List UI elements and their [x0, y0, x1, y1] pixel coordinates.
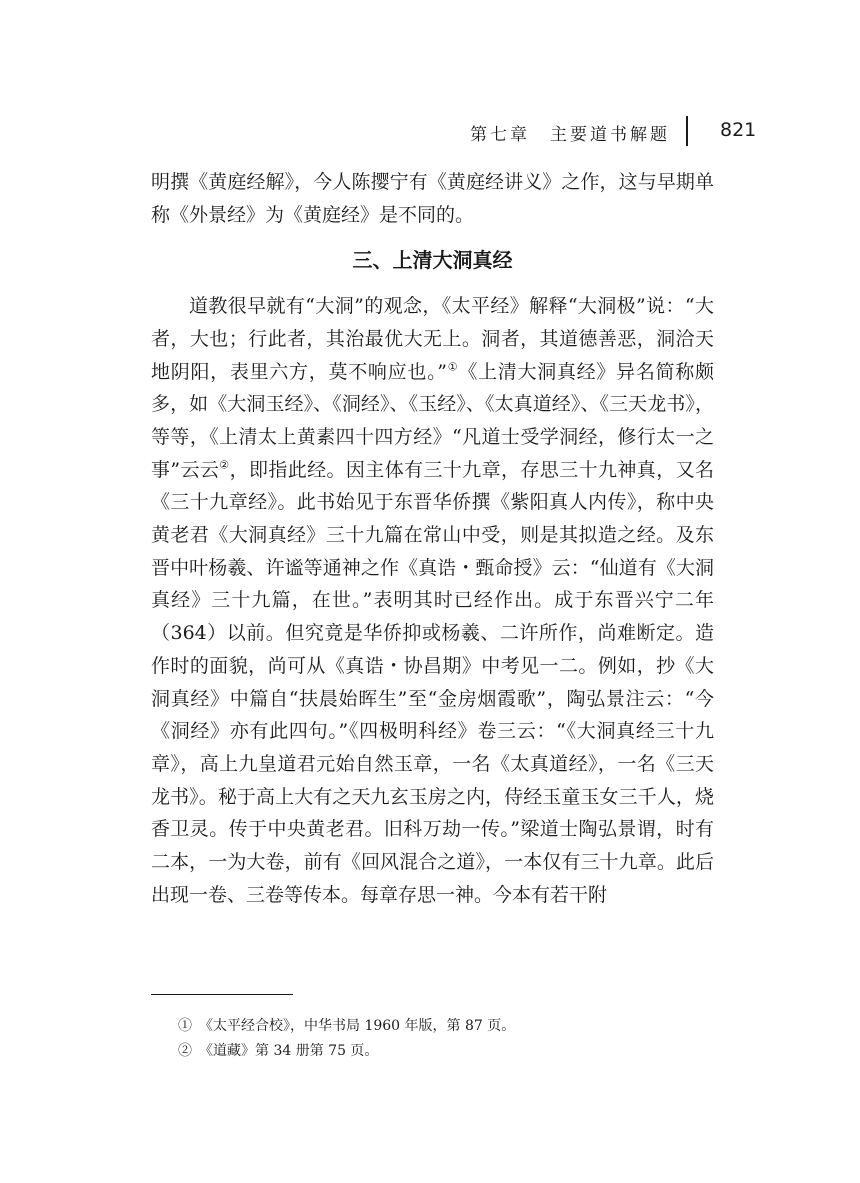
running-header — [0, 116, 860, 146]
paragraph-text-3: ，即指此经。因主体有三十九章，存思三十九神真，又名《三十九章经》。此书始见于东晋华侨撰《紫阳真人内传》，称中央黄老君《大洞真经》三十九篇在常山中受，则是其拟造之经。及东晋中叶杨羲、许谧等通神之作《真诰・甄命授》云：“仙道有《大洞真经》三十九篇，在世。”表明其时已经作出。成于东晋兴宁二年（364）以前。但究竟是华侨抑或杨羲、二许所作，尚难断定。造作时的面貌，尚可从《真诰・协昌期》中考见一二。例如，抄《大洞真经》中篇自“扶晨始晖生”至“金房烟霞歌”，陶弘景注云：“今《洞经》亦有此四句。”《四极明科经》卷三云：“《大洞真经三十九章》，高上九皇道君元始自然玉章，一名《太真道经》，一名《三天龙书》。秘于高上大有之天九玄玉房之内，侍经玉童玉女三千人，烧香卫灵。传于中央黄老君。旧科万劫一传。”梁道士陶弘景谓，时有二本，一为大卷，前有《回风混合之道》，一本仅有三十九章。此后出现一卷、三卷等传本。每章存思一神。今本有若干附 — [151, 458, 714, 906]
footnote-divider — [151, 994, 293, 995]
footnote-1 — [178, 1014, 515, 1039]
footnote-mark: ① — [178, 1018, 192, 1034]
section-title: 三、上清大洞真经 — [352, 248, 513, 273]
footnote-2 — [178, 1039, 515, 1064]
header-divider — [686, 116, 688, 146]
footnote-text: 《道藏》第 34 册第 75 页。 — [206, 1043, 379, 1059]
footnote-text: 《太平经合校》，中华书局 1960 年版，第 87 页。 — [206, 1018, 516, 1034]
main-text — [151, 166, 714, 911]
footnote-mark: ② — [178, 1043, 192, 1059]
footnote-ref-1[interactable]: ① — [447, 360, 459, 374]
footnotes — [178, 1014, 515, 1064]
footnote-ref-2[interactable]: ② — [219, 458, 230, 472]
body-paragraph — [151, 290, 714, 911]
chapter-title: 第七章 主要道书解题 — [470, 125, 670, 145]
paragraph-text-2: 《上清大洞真经》异名简称颇多，如《大洞玉经》、《洞经》、《玉经》、《太真道经》、《三天龙书》，等等，《上清太上黄素四十四方经》“凡道士受学洞经，修行太一之事”云云 — [151, 360, 714, 481]
paragraph-text-1: 道教很早就有“大洞”的观念，《太平经》解释“大洞极”说：“大者，大也；行此者，其治最优大无上。洞者，其道德善恶，洞洽天地阴阳，表里六方，莫不响应也。” — [151, 295, 714, 383]
page-number: 821 — [720, 119, 757, 141]
intro-paragraph: 明撰《黄庭经解》，今人陈撄宁有《黄庭经讲义》之作，这与早期单称《外景经》为《黄庭经》是不同的。 — [151, 171, 714, 226]
